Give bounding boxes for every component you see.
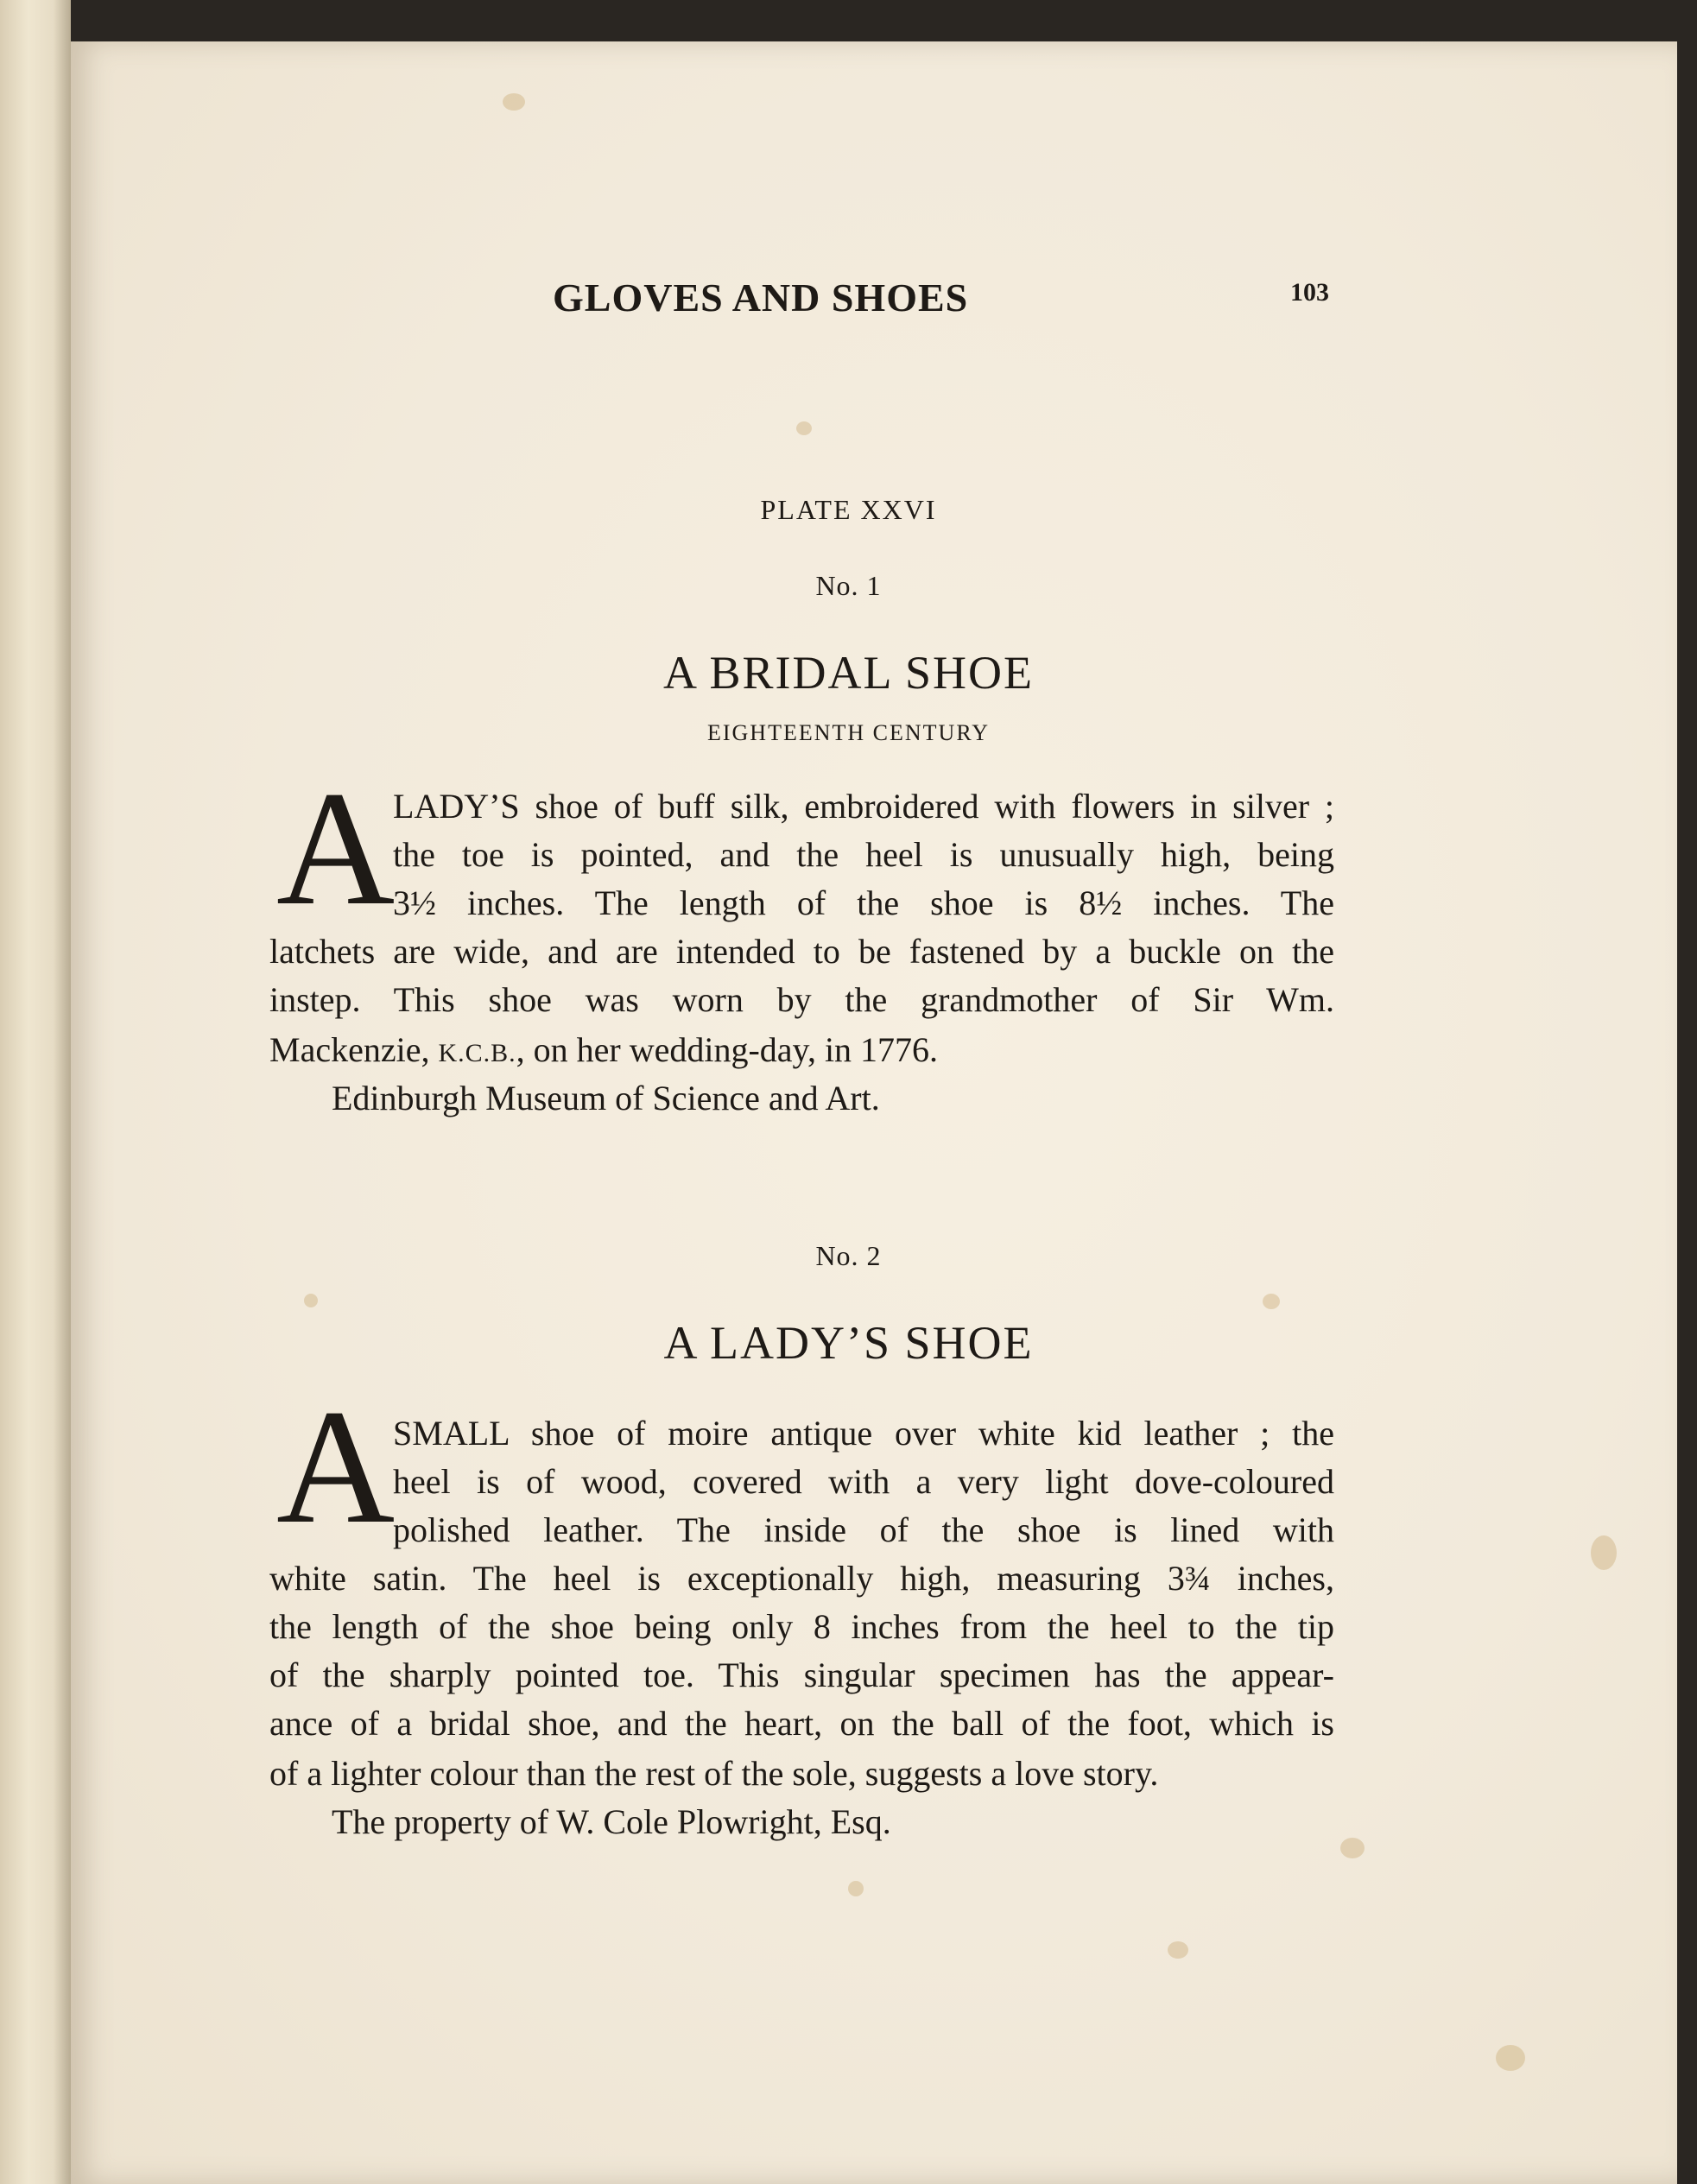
entry-number: No. 1: [815, 570, 882, 601]
foxing-spot: [503, 93, 525, 111]
paragraph-line: the toe is pointed, and the heel is unusually high, being: [393, 835, 1334, 874]
paragraph-line: 3½ inches. The length of the shoe is 8½ inches. The: [393, 883, 1334, 922]
credit-line: Edinburgh Museum of Science and Art.: [332, 1079, 880, 1117]
paragraph-line: of a lighter colour than the rest of the sole, suggests a love story.: [269, 1754, 1159, 1793]
foxing-spot: [1340, 1838, 1365, 1858]
paragraph-line: LADY’S shoe of buff silk, embroidered with flowers in silver ;: [393, 787, 1334, 826]
paragraph-line: instep. This shoe was worn by the grandmother of Sir Wm.: [269, 980, 1334, 1019]
foxing-spot: [1496, 2045, 1525, 2071]
credit-line: The property of W. Cole Plowright, Esq.: [332, 1802, 891, 1841]
paragraph-line: latchets are wide, and are intended to be fastened by a buckle on the: [269, 932, 1334, 971]
foxing-spot: [796, 421, 812, 435]
entry-title: A BRIDAL SHOE: [662, 647, 1035, 699]
foxing-spot: [1168, 1941, 1188, 1959]
paragraph-line: [269, 1030, 939, 1069]
paragraph-line: heel is of wood, covered with a very light dove-coloured: [393, 1462, 1334, 1501]
paragraph-line: of the sharply pointed toe. This singular specimen has the appear-: [269, 1655, 1334, 1694]
line-start: Mackenzie,: [269, 1030, 430, 1069]
line-end: , on her wedding-day, in 1776.: [516, 1030, 939, 1069]
paragraph-line: polished leather. The inside of the shoe is lined with: [393, 1510, 1334, 1549]
paragraph-line: SMALL shoe of moire antique over white kid leather ; the: [393, 1414, 1334, 1453]
left-page-edge: [0, 0, 71, 2184]
plate-heading: PLATE XXVI: [760, 494, 937, 525]
entry-title: A LADY’S SHOE: [663, 1317, 1034, 1369]
running-head: GLOVES AND SHOES: [553, 275, 969, 320]
foxing-spot: [304, 1294, 318, 1307]
drop-cap: A: [276, 1377, 396, 1558]
entry-number: No. 2: [815, 1240, 882, 1271]
foxing-spot: [1263, 1294, 1280, 1309]
paragraph-line: white satin. The heel is exceptionally high, measuring 3¾ inches,: [269, 1559, 1334, 1598]
page-number: 103: [1290, 278, 1329, 307]
paragraph-line: the length of the shoe being only 8 inches from the heel to the tip: [269, 1607, 1334, 1646]
drop-cap: A: [276, 758, 396, 940]
honorific-small-caps: K.C.B.: [438, 1039, 516, 1067]
foxing-spot: [848, 1881, 864, 1896]
entry-subtitle: EIGHTEENTH CENTURY: [706, 720, 990, 745]
foxing-spot: [1591, 1535, 1617, 1570]
paragraph-line: ance of a bridal shoe, and the heart, on the ball of the foot, which is: [269, 1704, 1334, 1743]
